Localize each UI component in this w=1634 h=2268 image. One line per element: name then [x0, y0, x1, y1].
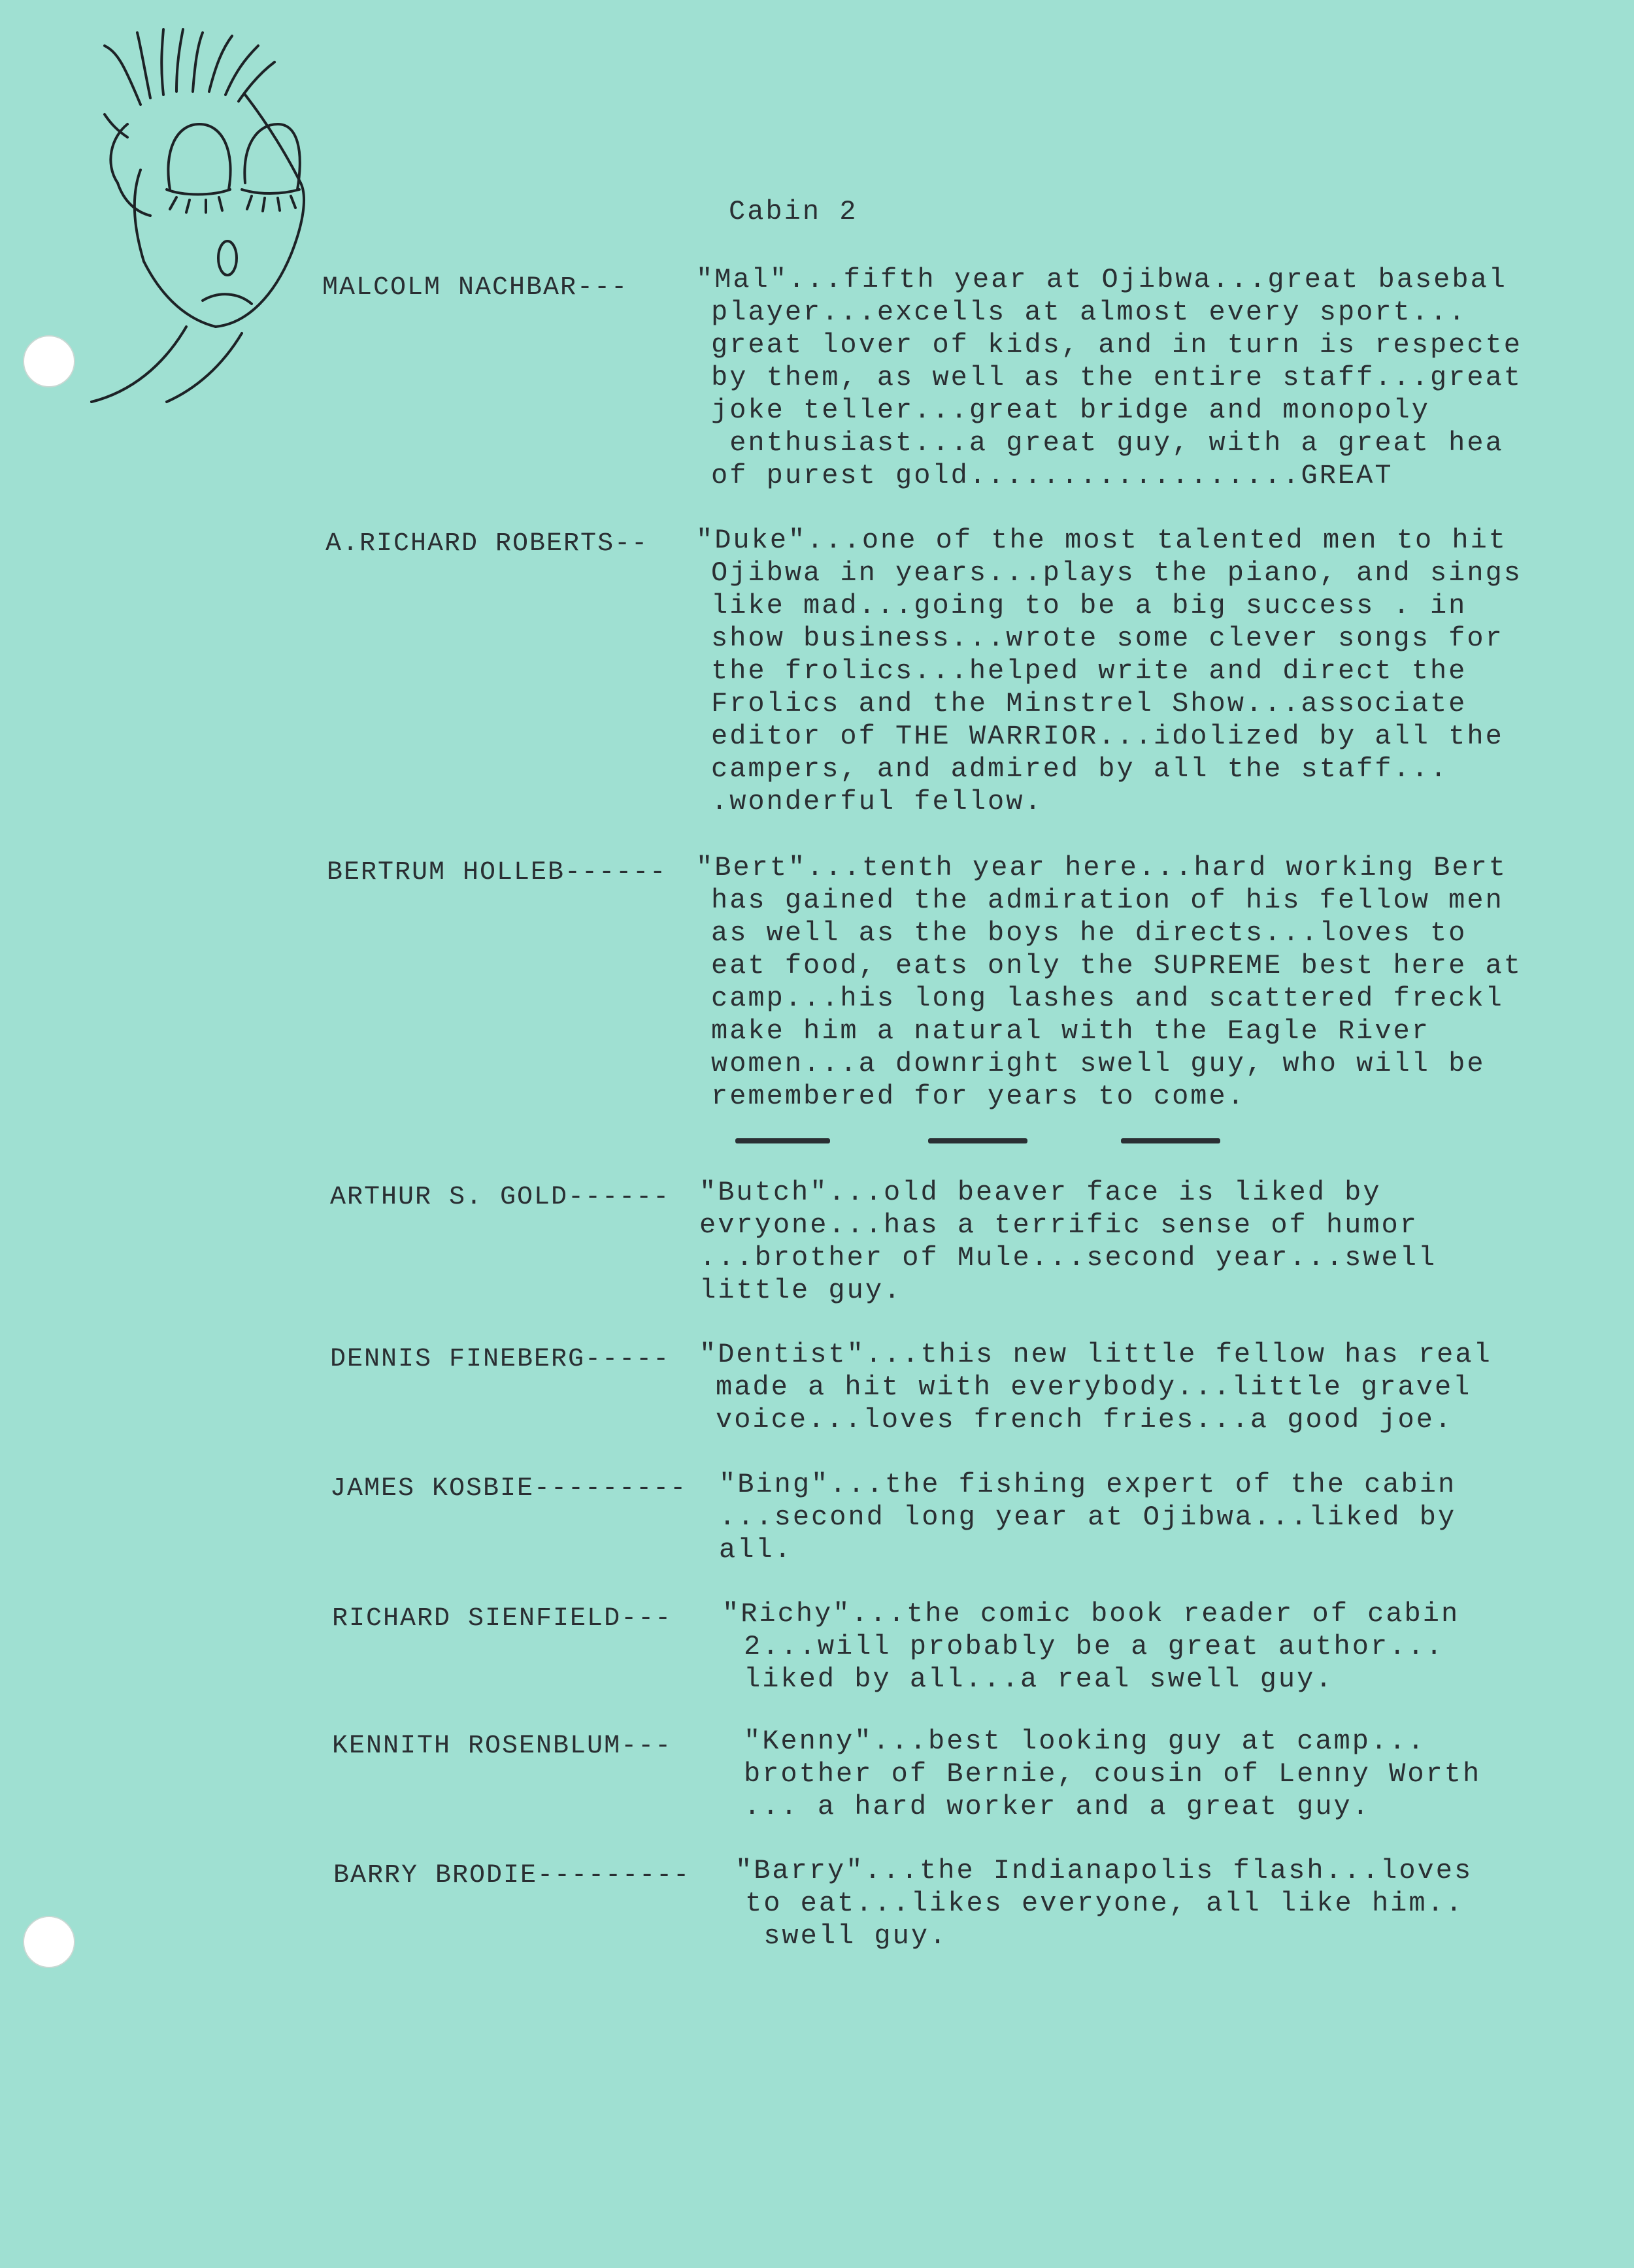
entry-name: ARTHUR S. GOLD------: [330, 1183, 671, 1212]
entry-description: "Dentist"...this new little fellow has real made a hit with everybody...little gravel voice...loves french fries...a good joe.: [699, 1339, 1492, 1436]
entry-name: KENNITH ROSENBLUM---: [332, 1732, 673, 1761]
binder-hole-bottom: [23, 1916, 75, 1968]
entry-name: BARRY BRODIE---------: [333, 1861, 691, 1890]
entry-description: "Bert"...tenth year here...hard working Bert has gained the admiration of his fellow men as well as the boys he directs...loves to eat food, eats only the SUPREME best here at camp...his long lashes and scattered freckl make him a natural with the Eagle River women...a downright swell guy, who will be remembered for years to come.: [696, 852, 1522, 1112]
entry-description: "Bing"...the fishing expert of the cabin ...second long year at Ojibwa...liked by all.: [719, 1469, 1457, 1566]
entry-name: JAMES KOSBIE---------: [330, 1474, 688, 1504]
face-sketch: [78, 26, 366, 412]
entry-description: "Butch"...old beaver face is liked by evryone...has a terrific sense of humor ...brother of Mule...second year...swell little guy.: [699, 1177, 1437, 1306]
entry-name: MALCOLM NACHBAR---: [322, 273, 629, 303]
separator-dash-2: [928, 1138, 1027, 1143]
page-title: Cabin 2: [729, 196, 858, 227]
entry-description: "Richy"...the comic book reader of cabin 2...will probably be a great author... liked by all...a real swell guy.: [722, 1598, 1460, 1695]
entry-name: DENNIS FINEBERG-----: [330, 1345, 671, 1374]
separator-dash-3: [1121, 1138, 1220, 1143]
entry-name: RICHARD SIENFIELD---: [332, 1604, 673, 1634]
binder-hole-top: [23, 335, 75, 387]
entry-name: A.RICHARD ROBERTS--: [325, 529, 649, 559]
entry-description: "Barry"...the Indianapolis flash...loves to eat...likes everyone, all like him.. swell guy.: [735, 1855, 1473, 1952]
entry-name: BERTRUM HOLLEB------: [327, 858, 667, 887]
entry-description: "Duke"...one of the most talented men to hit Ojibwa in years...plays the piano, and sings like mad...going to be a big success . in show business...wrote some clever songs for the frolics...helped write and direct the Frolics and the Minstrel Show...associate editor of THE WARRIOR...idolized by all the campers, and admired by all the staff... .wonderful fellow.: [696, 525, 1522, 817]
separator-dash-1: [735, 1138, 830, 1143]
entry-description: "Mal"...fifth year at Ojibwa...great basebal player...excells at almost every sport... great lover of kids, and in turn is respecte by them, as well as the entire staff...great joke teller...great bridge and monopoly enthusiast...a great guy, with a great hea of purest gold..................GREAT: [696, 264, 1522, 491]
entry-description: "Kenny"...best looking guy at camp... brother of Bernie, cousin of Lenny Worth ... a hard worker and a great guy.: [744, 1726, 1482, 1822]
